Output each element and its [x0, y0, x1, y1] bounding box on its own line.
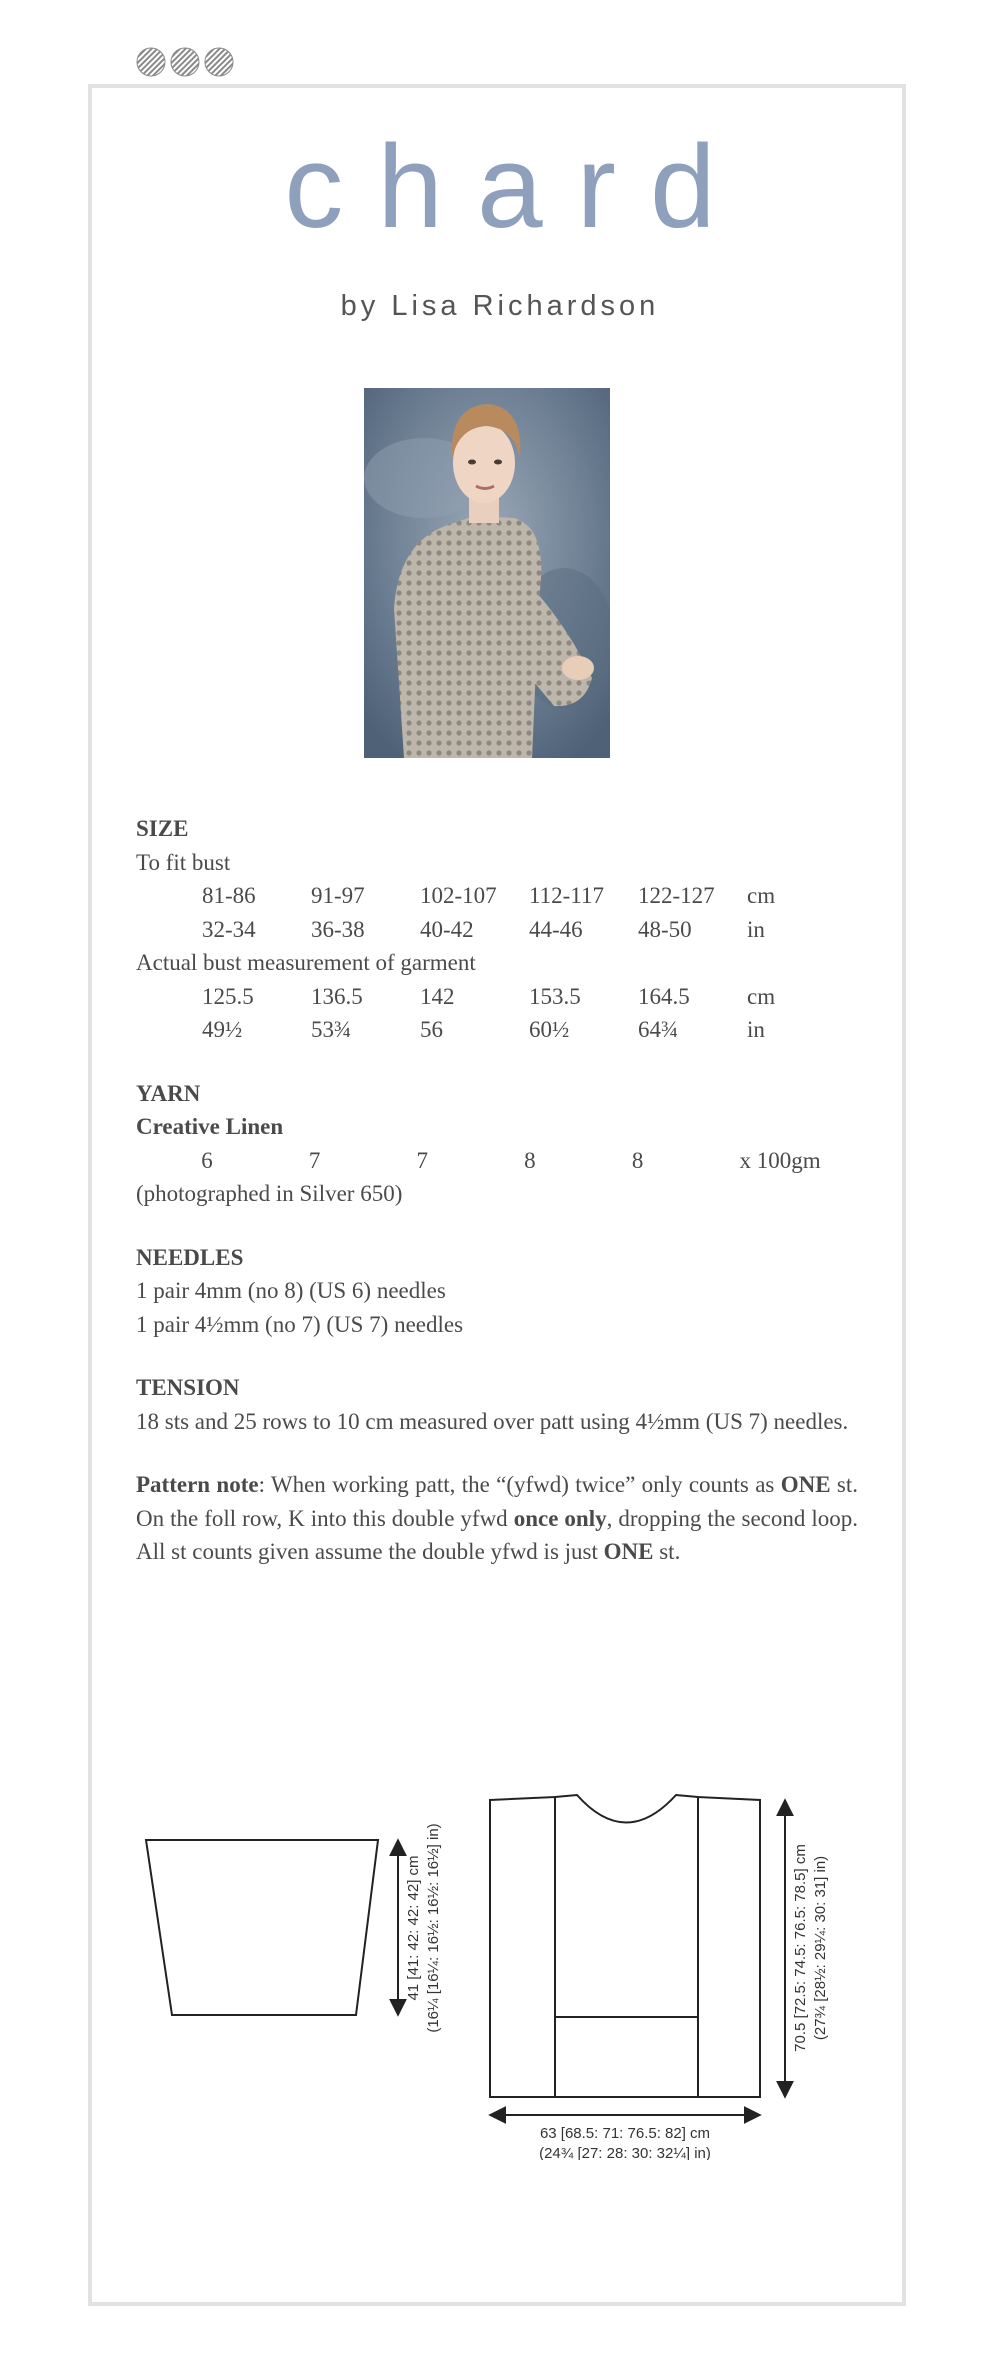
actual-bust-label: Actual bust measurement of garment: [136, 950, 476, 975]
actual-bust-in-row: [136, 1013, 858, 1047]
yarn-note: (photographed in Silver 650): [136, 1181, 403, 1206]
needles-line: 1 pair 4½mm (no 7) (US 7) needles: [136, 1311, 464, 1337]
size-value: 49½: [202, 1017, 243, 1042]
yarn-quantity: 8: [524, 1147, 536, 1173]
size-value: 40-42: [420, 916, 474, 942]
size-heading: SIZE: [136, 816, 189, 841]
body-width-in: (24¾ [27: 28: 30: 32¼] in): [539, 2145, 711, 2160]
pattern-title: chard: [284, 121, 750, 253]
tension-heading: TENSION: [136, 1375, 240, 1400]
yarn-name: Creative Linen: [136, 1114, 284, 1139]
size-value: 48-50: [638, 916, 692, 942]
unit-label: in: [747, 916, 765, 942]
size-value: 122-127: [638, 883, 715, 908]
pattern-note: Pattern note: When working patt, the “(yfwd) twice” only counts as ONE st. On the foll row, K into this double yfwd once only, dropping the second loop. All st counts given assume the double yfwd is just ONE st.: [136, 1472, 859, 1564]
yarn-quantity: 7: [308, 1147, 321, 1173]
yarn-quantity-row: [136, 1144, 858, 1178]
sleeve-measure-cm: 41 [41: 42: 42: 42] cm: [405, 1855, 422, 2001]
yarn-heading: YARN: [136, 1080, 201, 1106]
size-value: 64¾: [638, 1017, 679, 1042]
yarn-quantity: 7: [416, 1147, 428, 1173]
size-value: 164.5: [638, 983, 690, 1009]
size-value: 44-46: [529, 916, 583, 942]
pattern-note-label: Pattern note: [136, 1472, 259, 1497]
unit-label: x 100gm: [739, 1147, 821, 1173]
body-width-cm: 63 [68.5: 71: 76.5: 82] cm: [539, 2125, 711, 2142]
size-value: 125.5: [202, 983, 254, 1009]
body-outline: [490, 1795, 760, 2097]
unit-label: cm: [747, 883, 776, 908]
size-value: 36-38: [311, 916, 365, 942]
size-value: 53¾: [311, 1017, 352, 1042]
pattern-details: [136, 812, 858, 1569]
size-value: 32-34: [202, 916, 256, 942]
size-value: 60½: [529, 1017, 570, 1042]
tension-text: 18 sts and 25 rows to 10 cm measured over patt using 4½mm (US 7) needles.: [136, 1408, 849, 1434]
size-value: 56: [420, 1017, 443, 1042]
fit-bust-label: To fit bust: [136, 849, 231, 875]
fit-bust-in-row: [136, 913, 858, 947]
yarn-quantity: 6: [201, 1147, 213, 1173]
size-value: 153.5: [529, 983, 581, 1009]
size-value: 142: [420, 983, 455, 1009]
yarn-quantity: 8: [631, 1147, 644, 1173]
yarn-balls-logo-icon: [136, 46, 236, 78]
sleeve-outline: [146, 1840, 378, 2015]
size-value: 102-107: [420, 883, 497, 908]
needles-heading: NEEDLES: [136, 1244, 244, 1270]
unit-label: cm: [747, 983, 776, 1009]
size-value: 91-97: [311, 883, 365, 908]
body-length-in: (27¾ [28½: 29¼: 30: 31] in): [812, 1855, 829, 2041]
garment-schematic: [0, 1740, 1000, 2160]
model-photo: [364, 388, 610, 758]
size-value: 81-86: [202, 883, 256, 908]
size-value: 136.5: [311, 983, 363, 1009]
unit-label: in: [747, 1017, 765, 1042]
size-value: 112-117: [529, 883, 604, 908]
needles-line: 1 pair 4mm (no 8) (US 6) needles: [136, 1278, 446, 1303]
sleeve-measure-in: (16¼ [16¼: 16½: 16½: 16½] in): [425, 1823, 442, 2033]
body-length-cm: 70.5 [72.5: 74.5: 76.5: 78.5] cm: [792, 1844, 809, 2052]
actual-bust-cm-row: [136, 980, 858, 1014]
fit-bust-cm-row: [136, 879, 858, 913]
pattern-byline: by Lisa Richardson: [340, 290, 660, 322]
